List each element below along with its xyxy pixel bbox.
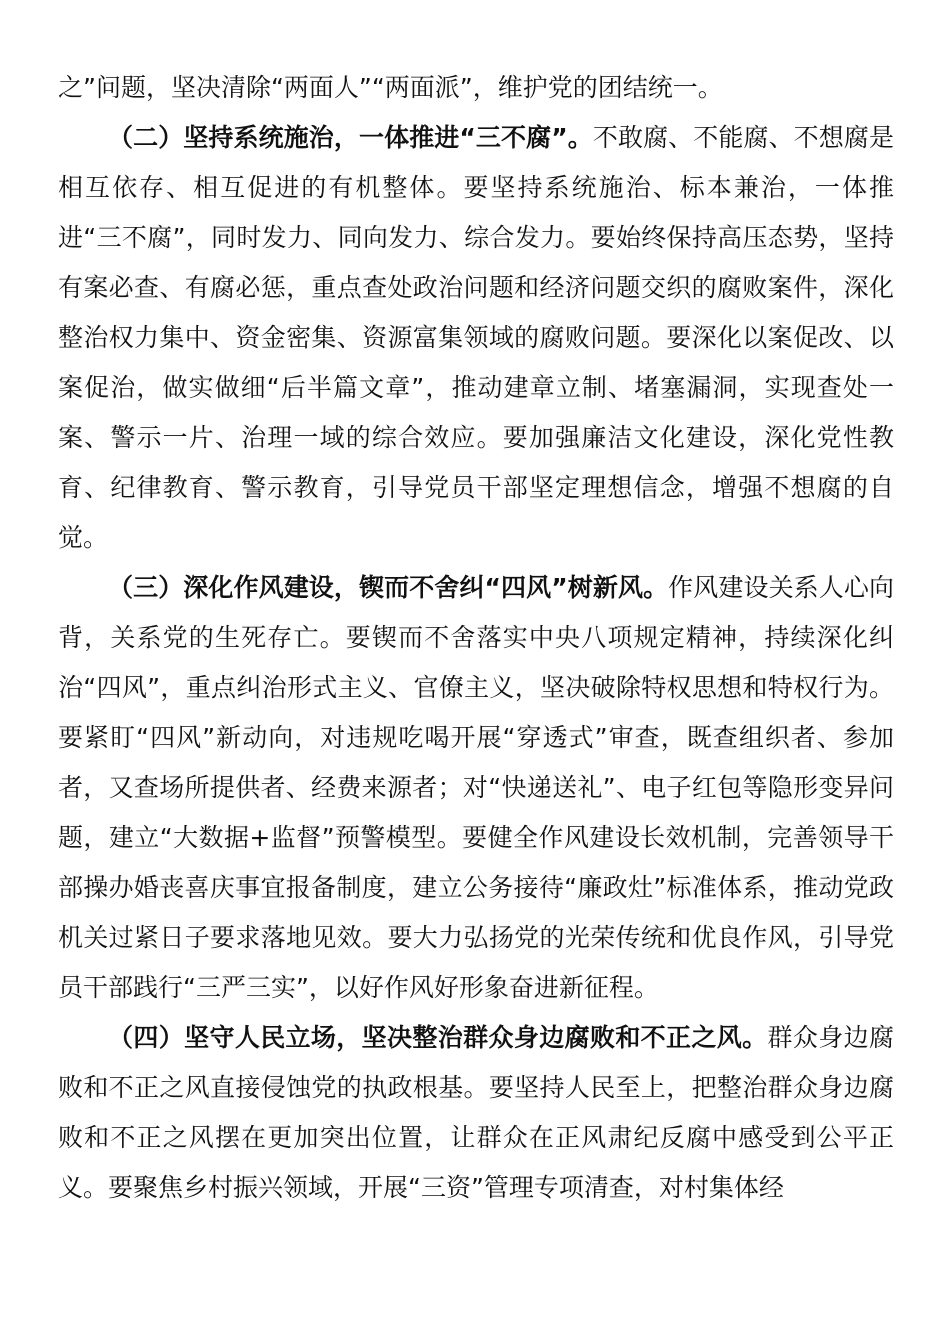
paragraph-heading: （二）坚持系统施治，一体推进“三不腐”。 [108,123,593,152]
paragraph-text: 群众身边腐败和不正之风直接侵蚀党的执政根基。要坚持人民至上，把整治群众身边腐败和不正之风摆在更加突出位置，让群众在正风肃纪反腐中感受到公平正义。要聚焦乡村振兴领域，开展“三资”管理专项清查，对村集体经 [58,1023,894,1202]
document-body [58,63,894,1213]
paragraph-heading: （三）深化作风建设，锲而不舍纠“四风”树新风。 [108,573,669,602]
paragraph-heading: （四）坚守人民立场，坚决整治群众身边腐败和不正之风。 [108,1023,768,1052]
paragraph-2 [58,113,894,563]
paragraph-text: 作风建设关系人心向背，关系党的生死存亡。要锲而不舍落实中央八项规定精神，持续深化纠治“四风”，重点纠治形式主义、官僚主义，坚决破除特权思想和特权行为。要紧盯“四风”新动向，对违规吃喝开展“穿透式”审查，既查组织者、参加者，又查场所提供者、经费来源者；对“快递送礼”、电子红包等隐形变异问题，建立“大数据+监督”预警模型。要健全作风建设长效机制，完善领导干部操办婚丧喜庆事宜报备制度，建立公务接待“廉政灶”标准体系，推动党政机关过紧日子要求落地见效。要大力弘扬党的光荣传统和优良作风，引导党员干部践行“三严三实”，以好作风好形象奋进新征程。 [58,573,894,1002]
continuation-paragraph: 之”问题，坚决清除“两面人”“两面派”，维护党的团结统一。 [58,73,723,102]
paragraph-text: 不敢腐、不能腐、不想腐是相互依存、相互促进的有机整体。要坚持系统施治、标本兼治，一体推进“三不腐”，同时发力、同向发力、综合发力。要始终保持高压态势，坚持有案必查、有腐必惩，重点查处政治问题和经济问题交织的腐败案件，深化整治权力集中、资金密集、资源富集领域的腐败问题。要深化以案促改、以案促治，做实做细“后半篇文章”，推动建章立制、堵塞漏洞，实现查处一案、警示一片、治理一域的综合效应。要加强廉洁文化建设，深化党性教育、纪律教育、警示教育，引导党员干部坚定理想信念，增强不想腐的自觉。 [58,123,894,552]
paragraph-4 [58,1013,894,1213]
paragraph-3 [58,563,894,1013]
